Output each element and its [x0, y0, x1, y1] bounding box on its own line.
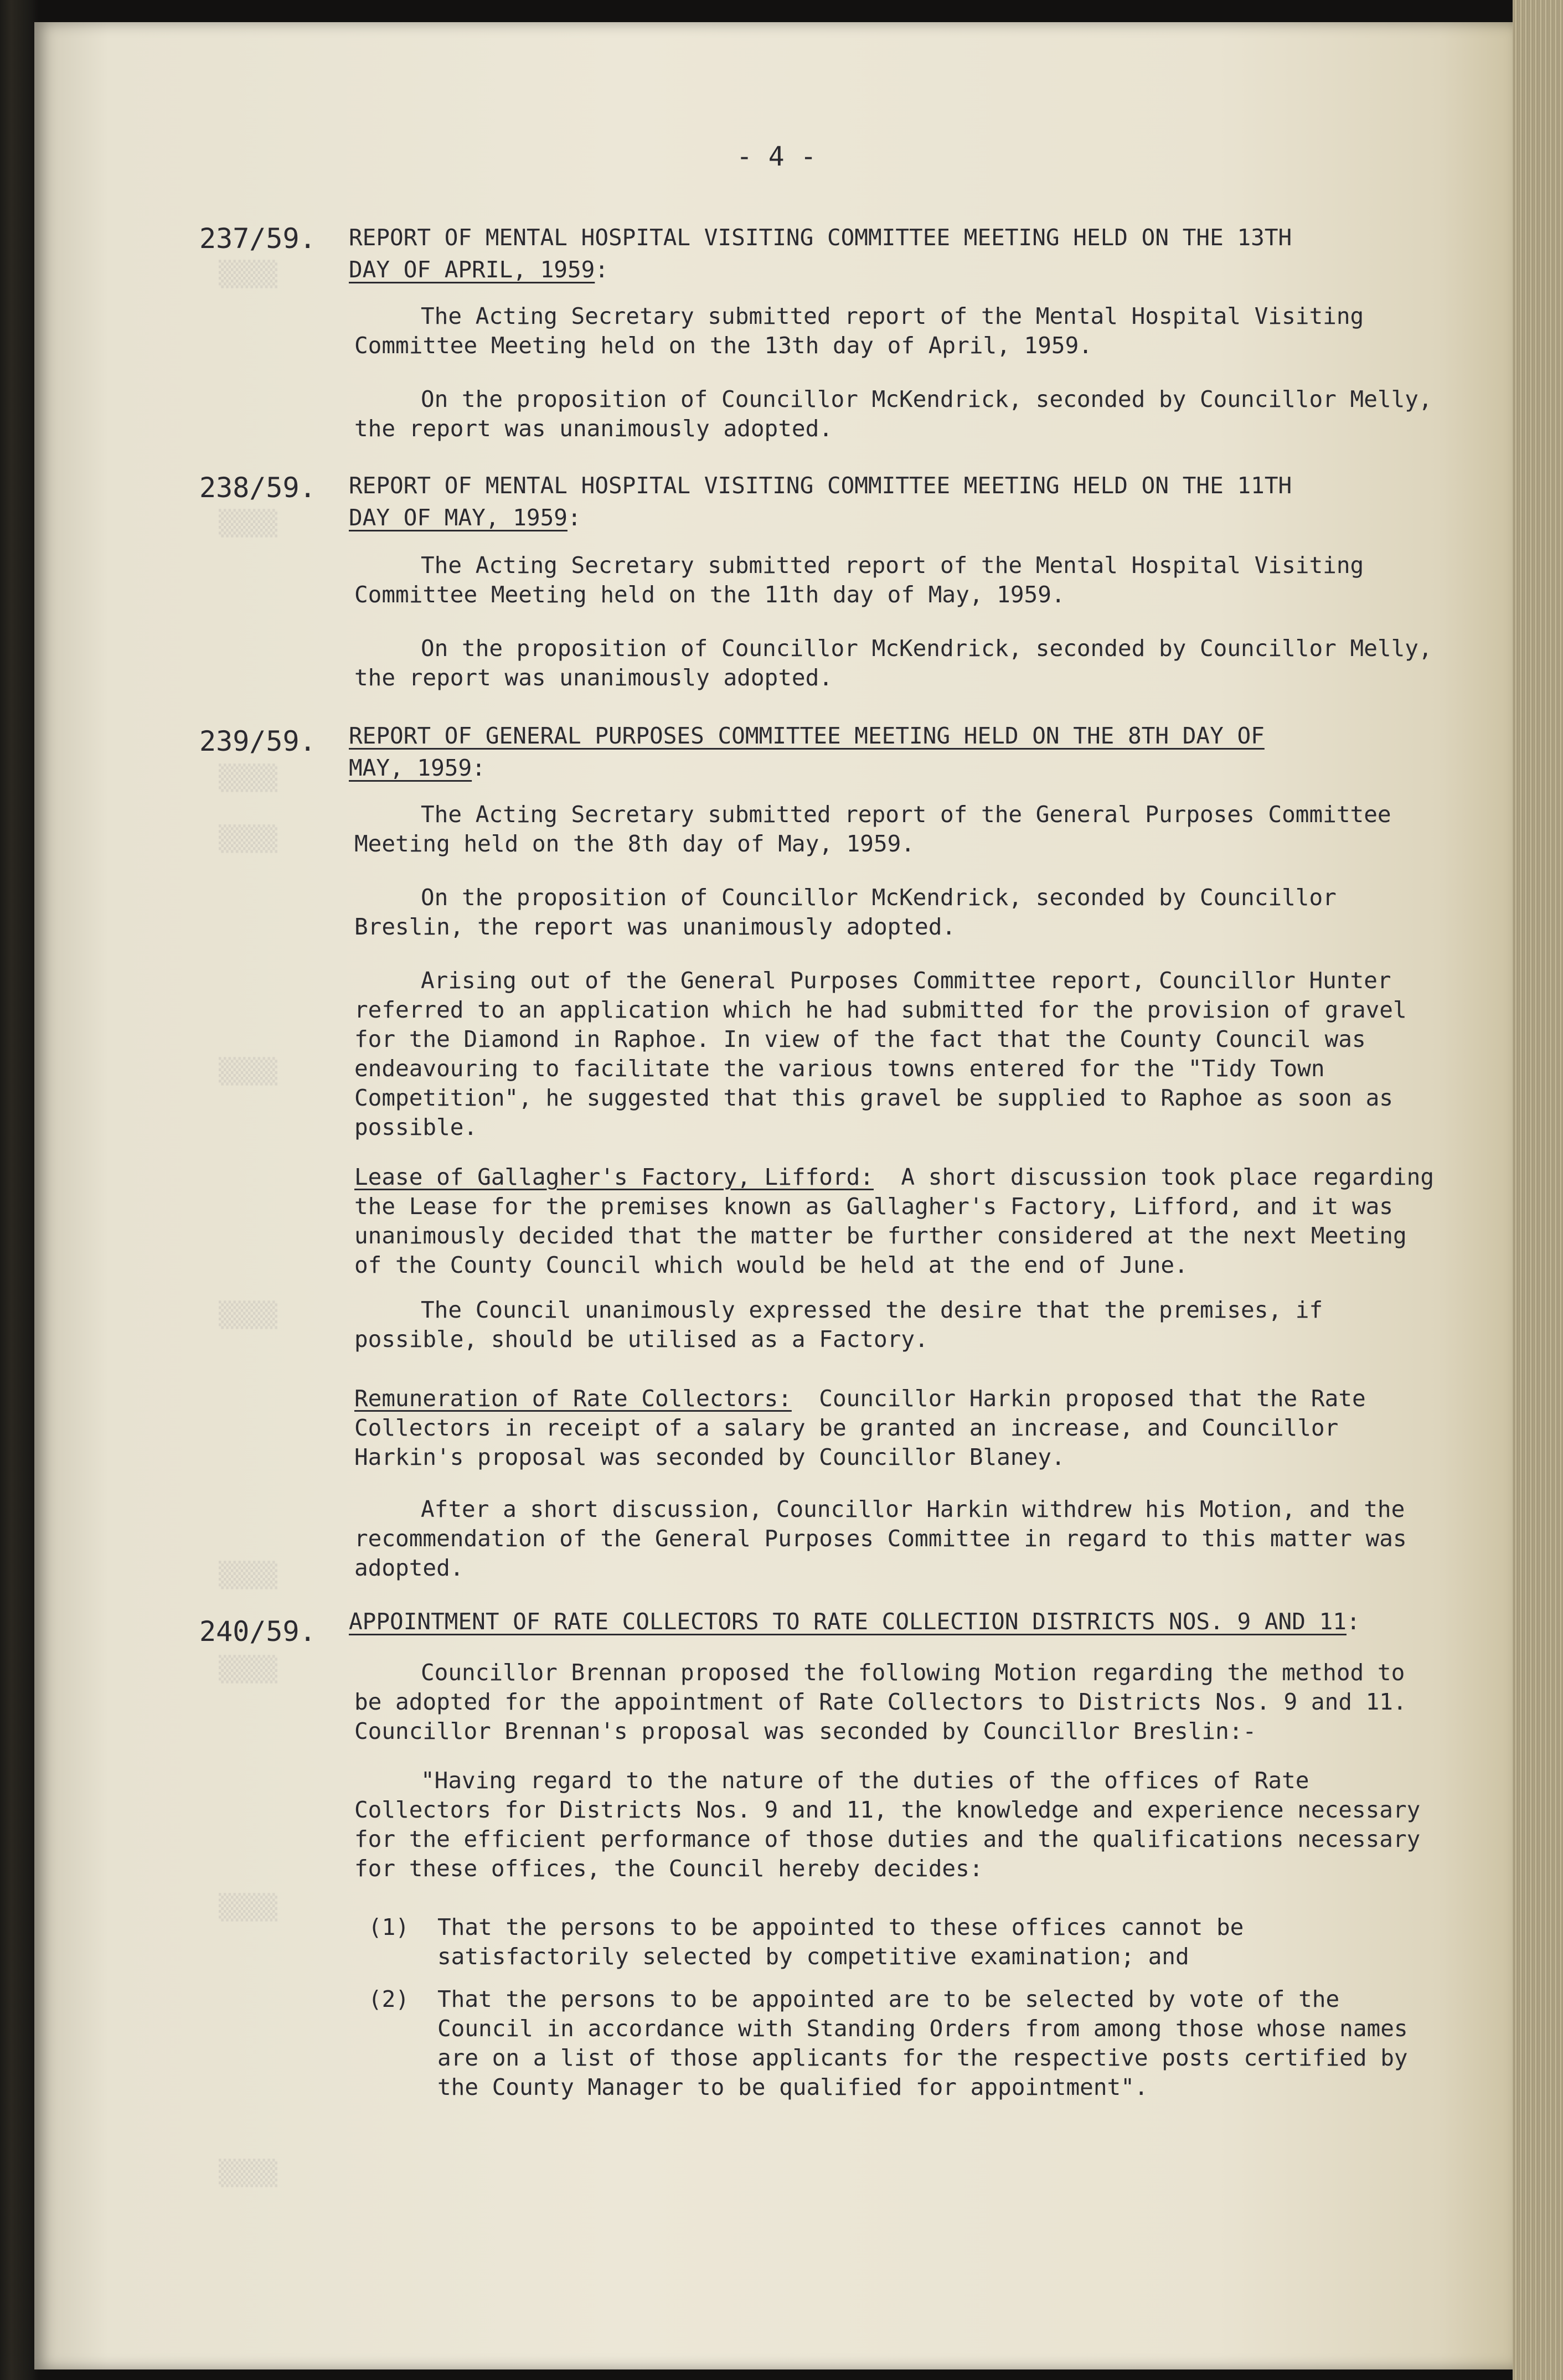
minute-heading: REPORT OF MENTAL HOSPITAL VISITING COMMITTEE MEETING HELD ON THE 11TH DAY OF MAY, 1959:: [349, 472, 1292, 531]
factory-lease-text: A short discussion took place regarding the Lease for the premises known as Gallagher's Factory, Lifford, and it was unanimously decided that the matter be further considered at the next Meeting of the County Council which would be held at the end of June.: [354, 1164, 1435, 1278]
show-through-mark: ▒▒▒▒: [219, 2159, 277, 2187]
heading-line-2: DAY OF APRIL, 1959: [349, 256, 595, 283]
list-item-text: That the persons to be appointed to these offices cannot be satisfactorily selected by competitive examination; and: [437, 1914, 1244, 1970]
heading-line-1: REPORT OF MENTAL HOSPITAL VISITING COMMITTEE MEETING HELD ON THE 13TH: [349, 224, 1292, 251]
minute-heading: APPOINTMENT OF RATE COLLECTORS TO RATE COLLECTION DISTRICTS NOS. 9 AND 11:: [349, 1608, 1360, 1635]
heading-line-2: MAY, 1959: [349, 755, 472, 781]
paragraph: The Acting Secretary submitted report of the Mental Hospital Visiting Committee Meeting held on the 11th day of May, 1959.: [354, 552, 1364, 608]
heading-line-1: REPORT OF MENTAL HOSPITAL VISITING COMMITTEE MEETING HELD ON THE 11TH: [349, 472, 1292, 499]
remuneration-title: Remuneration of Rate Collectors:: [354, 1385, 792, 1412]
minute-heading: REPORT OF GENERAL PURPOSES COMMITTEE MEETING HELD ON THE 8TH DAY OF MAY, 1959:: [349, 722, 1265, 781]
minute-number: 239/59.: [199, 725, 316, 757]
paragraph: "Having regard to the nature of the duties of the offices of Rate Collectors for Districts Nos. 9 and 11, the knowledge and experience necessary for the efficient performance of those duties and the qualifications necessary for these offices, the Council hereby decides:: [354, 1767, 1421, 1882]
list-item-text: That the persons to be appointed are to be selected by vote of the Council in accordance with Standing Orders from among those whose names are on a list of those applicants for the respective posts certified by the County Manager to be qualified for appointment".: [437, 1986, 1408, 2100]
minute-number: 237/59.: [199, 223, 316, 255]
heading-line-1: APPOINTMENT OF RATE COLLECTORS TO RATE COLLECTION DISTRICTS NOS. 9 AND 11: [349, 1608, 1347, 1635]
show-through-mark: ▒▒▒▒: [219, 1655, 277, 1684]
show-through-mark: ▒▒▒▒: [219, 764, 277, 792]
paragraph: The Acting Secretary submitted report of the Mental Hospital Visiting Committee Meeting held on the 13th day of April, 1959.: [354, 303, 1364, 359]
page-edges: [1513, 0, 1563, 2380]
show-through-mark: ▒▒▒▒: [219, 1057, 277, 1086]
factory-lease-paragraph: [354, 1163, 1440, 1280]
paragraph: The Council unanimously expressed the desire that the premises, if possible, should be utilised as a Factory.: [354, 1297, 1323, 1352]
minute-heading: REPORT OF MENTAL HOSPITAL VISITING COMMITTEE MEETING HELD ON THE 13TH DAY OF APRIL, 1959:: [349, 224, 1292, 283]
show-through-mark: ▒▒▒▒: [219, 509, 277, 538]
heading-line-2: DAY OF MAY, 1959: [349, 504, 568, 531]
paragraph: On the proposition of Councillor McKendrick, seconded by Councillor Breslin, the report was unanimously adopted.: [354, 884, 1337, 940]
paragraph: On the proposition of Councillor McKendrick, seconded by Councillor Melly, the report was unanimously adopted.: [354, 386, 1432, 442]
show-through-mark: ▒▒▒▒: [219, 1893, 277, 1922]
paragraph: The Acting Secretary submitted report of the General Purposes Committee Meeting held on the 8th day of May, 1959.: [354, 801, 1391, 857]
show-through-mark: ▒▒▒▒: [219, 825, 277, 853]
list-item-label: (1): [368, 1914, 410, 1940]
remuneration-text: Councillor Harkin proposed that the Rate Collectors in receipt of a salary be granted an increase, and Councillor Harkin's proposal was seconded by Councillor Blaney.: [354, 1385, 1366, 1470]
factory-lease-title: Lease of Gallagher's Factory, Lifford:: [354, 1164, 874, 1190]
minute-number: 238/59.: [199, 472, 316, 504]
paragraph: After a short discussion, Councillor Harkin withdrew his Motion, and the recommendation of the General Purposes Committee in regard to this matter was adopted.: [354, 1496, 1407, 1581]
remuneration-paragraph: [354, 1384, 1440, 1472]
minute-number: 240/59.: [199, 1615, 316, 1648]
show-through-mark: ▒▒▒▒: [219, 1301, 277, 1329]
show-through-mark: ▒▒▒▒: [219, 260, 277, 288]
page-number: - 4 -: [736, 141, 817, 172]
show-through-mark: ▒▒▒▒: [219, 1561, 277, 1589]
paragraph: Arising out of the General Purposes Committee report, Councillor Hunter referred to an application which he had submitted for the provision of gravel for the Diamond in Raphoe. In view of the fact that the County Council was endeavouring to facilitate the various towns entered for the "Tidy Town Competition", he suggested that this gravel be supplied to Raphoe as soon as possible.: [354, 967, 1407, 1140]
heading-line-1: REPORT OF GENERAL PURPOSES COMMITTEE MEETING HELD ON THE 8TH DAY OF: [349, 722, 1265, 749]
list-item-label: (2): [368, 1986, 410, 2012]
paragraph: Councillor Brennan proposed the following Motion regarding the method to be adopted for the appointment of Rate Collectors to Districts Nos. 9 and 11. Councillor Brennan's proposal was seconded by Councillor Breslin:-: [354, 1659, 1407, 1744]
paragraph: On the proposition of Councillor McKendrick, seconded by Councillor Melly, the report was unanimously adopted.: [354, 635, 1432, 691]
